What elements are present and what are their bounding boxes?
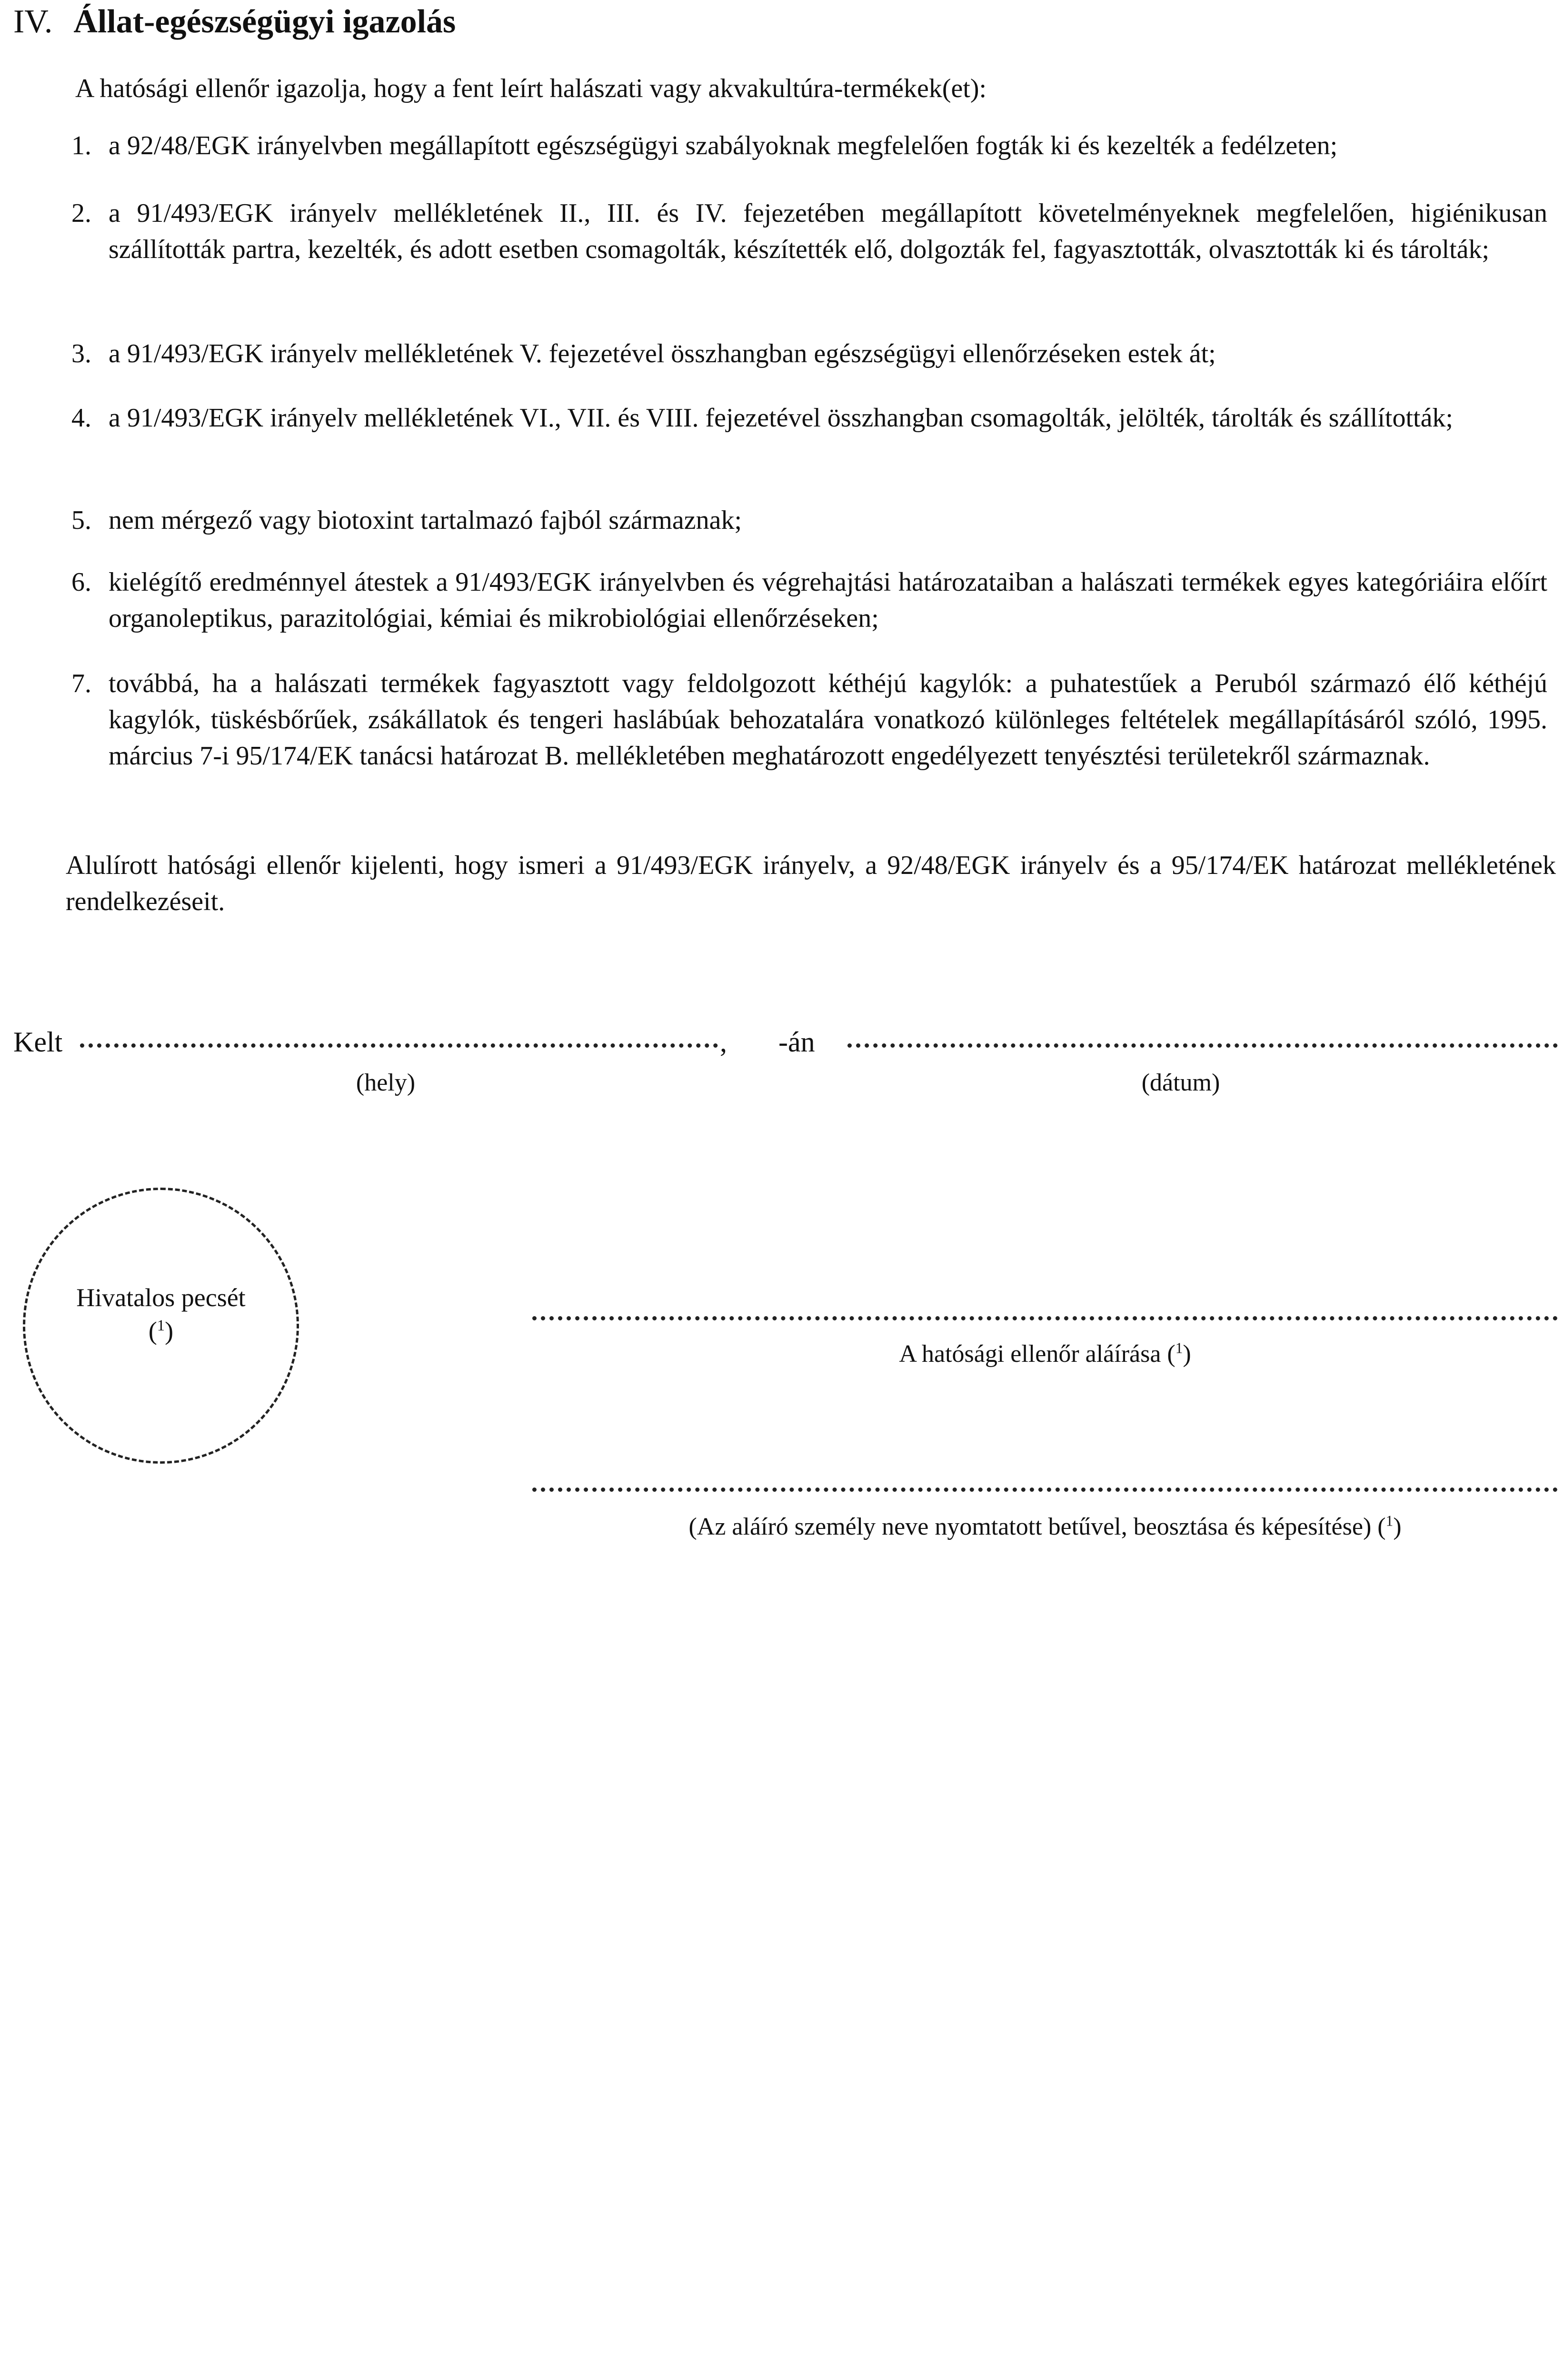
list-item-text: továbbá, ha a halászati termékek fagyasztott vagy feldolgozott kéthéjú kagylók: a puhatestűek a Peruból származó élő kéthéjú kagylók, tüskésbőrűek, zsákállatok és tengeri haslábúak behozatalára vonatkozó különleges feltételek megállapításáról szóló, 1995. március 7-i 95/174/EK tanácsi határozat B. mellékletében meghatározott engedélyezett tenyésztési területekről származnak. bbox=[109, 669, 1547, 771]
name-ref-number: 1 bbox=[1385, 1512, 1394, 1529]
signature-caption-text: A hatósági ellenőr aláírása ( bbox=[899, 1340, 1175, 1368]
date-caption: (dátum) bbox=[1141, 1069, 1220, 1096]
stamp-ref-close: ) bbox=[165, 1317, 174, 1345]
place-field[interactable] bbox=[80, 1043, 718, 1048]
list-item-number: 3. bbox=[71, 339, 91, 368]
name-caption bbox=[532, 1513, 1558, 1541]
stamp-footnote-ref bbox=[23, 1316, 299, 1346]
list-item-text: kielégítő eredménnyel átestek a 91/493/EGK irányelvben és végrehajtási határozataiban a halászati termékek egyes kategóriáira előírt organoleptikus, parazitológiai, kémiai és mikrobiológiai ellenőrzéseken; bbox=[109, 567, 1547, 633]
list-item bbox=[71, 400, 1547, 436]
an-label: -án bbox=[778, 1026, 815, 1058]
list-item-number: 6. bbox=[71, 567, 91, 597]
list-item bbox=[71, 502, 1547, 538]
closing-statement: Alulírott hatósági ellenőr kijelenti, hogy ismeri a 91/493/EGK irányelv, a 92/48/EGK irányelv és a 95/174/EK határozat mellékletének rendelkezéseit. bbox=[66, 851, 1556, 916]
name-caption-text: (Az aláíró személy neve nyomtatott betűvel, beosztása és képesítése) ( bbox=[688, 1513, 1386, 1540]
intro-paragraph: A hatósági ellenőr igazolja, hogy a fent leírt halászati vagy akvakultúra-termékek(et): bbox=[75, 74, 987, 103]
list-item-number: 5. bbox=[71, 506, 91, 535]
signature-ref-number: 1 bbox=[1175, 1339, 1183, 1357]
section-number: IV. bbox=[13, 3, 53, 40]
list-item-number: 2. bbox=[71, 198, 91, 228]
stamp-ref-number: 1 bbox=[157, 1317, 165, 1334]
list-item-number: 7. bbox=[71, 669, 91, 698]
list-item-number: 4. bbox=[71, 403, 91, 433]
section-heading bbox=[13, 3, 456, 41]
name-field[interactable] bbox=[532, 1488, 1558, 1492]
list-item-text: a 91/493/EGK irányelv mellékletének VI., VII. és VIII. fejezetével összhangban csomagolták, jelölték, tárolták és szállították; bbox=[109, 403, 1453, 433]
section-title: Állat-egészségügyi igazolás bbox=[73, 3, 456, 40]
name-ref-close: ) bbox=[1393, 1513, 1402, 1540]
kelt-label: Kelt bbox=[13, 1026, 63, 1058]
list-item bbox=[71, 665, 1547, 774]
signature-field[interactable] bbox=[532, 1316, 1558, 1320]
list-item bbox=[71, 564, 1547, 636]
list-item bbox=[71, 128, 1547, 164]
list-item-text: nem mérgező vagy biotoxint tartalmazó fajból származnak; bbox=[109, 506, 742, 535]
stamp-label: Hivatalos pecsét bbox=[76, 1283, 246, 1312]
date-field[interactable] bbox=[847, 1043, 1558, 1048]
list-item-text: a 91/493/EGK irányelv mellékletének II., III. és IV. fejezetében megállapított követelményeknek megfelelően, higiénikusan szállították partra, kezelték, és adott esetben csomagolták, készítették elő, dolgozták fel, fagyasztották, olvasztották ki és tárolták; bbox=[109, 198, 1547, 264]
list-item bbox=[71, 336, 1547, 372]
place-comma: , bbox=[720, 1026, 727, 1058]
signature-caption bbox=[532, 1340, 1558, 1368]
list-item-text: a 92/48/EGK irányelvben megállapított egészségügyi szabályoknak megfelelően fogták ki és kezelték a fedélzeten; bbox=[109, 131, 1338, 160]
list-item bbox=[71, 195, 1547, 268]
list-item-number: 1. bbox=[71, 131, 91, 160]
list-item-text: a 91/493/EGK irányelv mellékletének V. fejezetével összhangban egészségügyi ellenőrzéseken estek át; bbox=[109, 339, 1216, 368]
stamp-ref-open: ( bbox=[148, 1317, 157, 1345]
place-caption: (hely) bbox=[356, 1069, 416, 1096]
signature-ref-close: ) bbox=[1183, 1340, 1191, 1368]
